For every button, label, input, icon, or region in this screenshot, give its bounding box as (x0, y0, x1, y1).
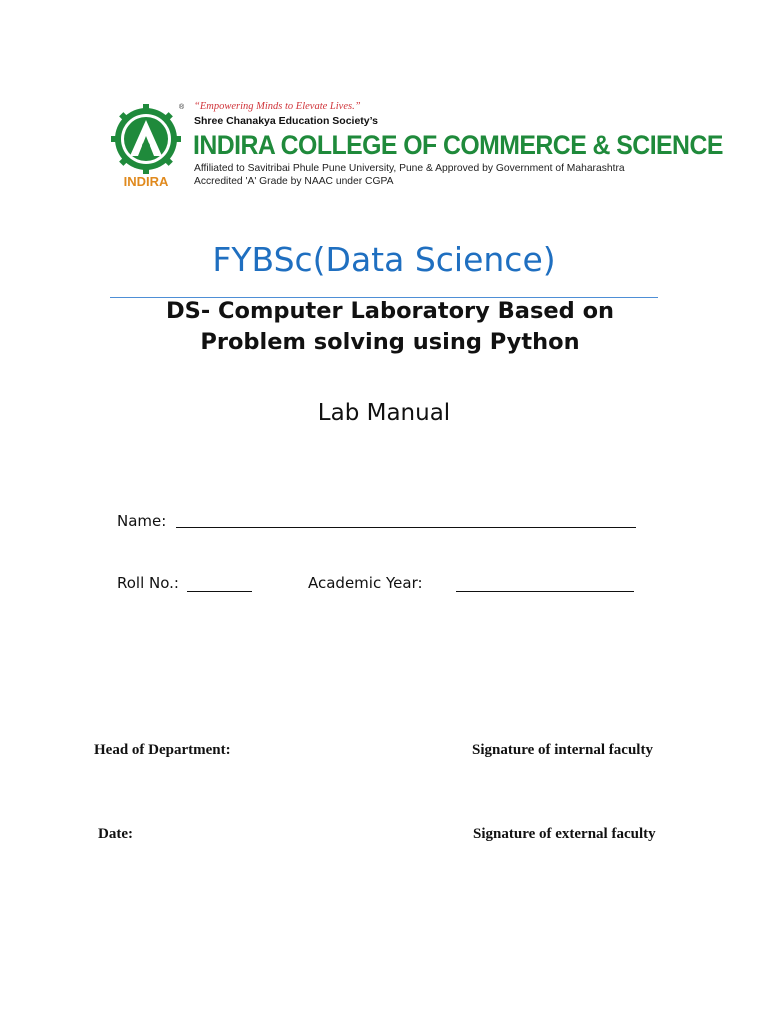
roll-no-label: Roll No.: (117, 574, 179, 592)
course-title: FYBSc(Data Science) (212, 240, 556, 279)
college-name: INDIRA COLLEGE OF COMMERCE & SCIENCE (193, 130, 723, 160)
name-label: Name: (117, 512, 167, 530)
college-logo (110, 104, 185, 190)
subject-title: DS- Computer Laboratory Based on Problem solving using Python (165, 298, 615, 355)
accreditation-text: Accredited 'A' Grade by NAAC under CGPA (194, 176, 394, 187)
logo-text: INDIRA (123, 174, 169, 189)
document-type: Lab Manual (317, 400, 451, 426)
affiliation-text: Affiliated to Savitribai Phule Pune University, Pune & Approved by Government of Maharashtra (194, 163, 625, 174)
roll-no-field-line[interactable] (187, 591, 252, 592)
academic-year-label: Academic Year: (308, 574, 423, 592)
academic-year-field-line[interactable] (456, 591, 634, 592)
name-field-line[interactable] (176, 527, 636, 528)
registered-mark: ® (179, 104, 185, 111)
head-of-department-label: Head of Department: (94, 742, 231, 758)
external-faculty-signature-label: Signature of external faculty (473, 826, 656, 842)
society-name: Shree Chanakya Education Society’s (194, 115, 379, 127)
internal-faculty-signature-label: Signature of internal faculty (472, 742, 653, 758)
date-label: Date: (98, 826, 133, 842)
gear-emblem (111, 104, 181, 174)
college-tagline: “Empowering Minds to Elevate Lives.” (194, 101, 361, 112)
